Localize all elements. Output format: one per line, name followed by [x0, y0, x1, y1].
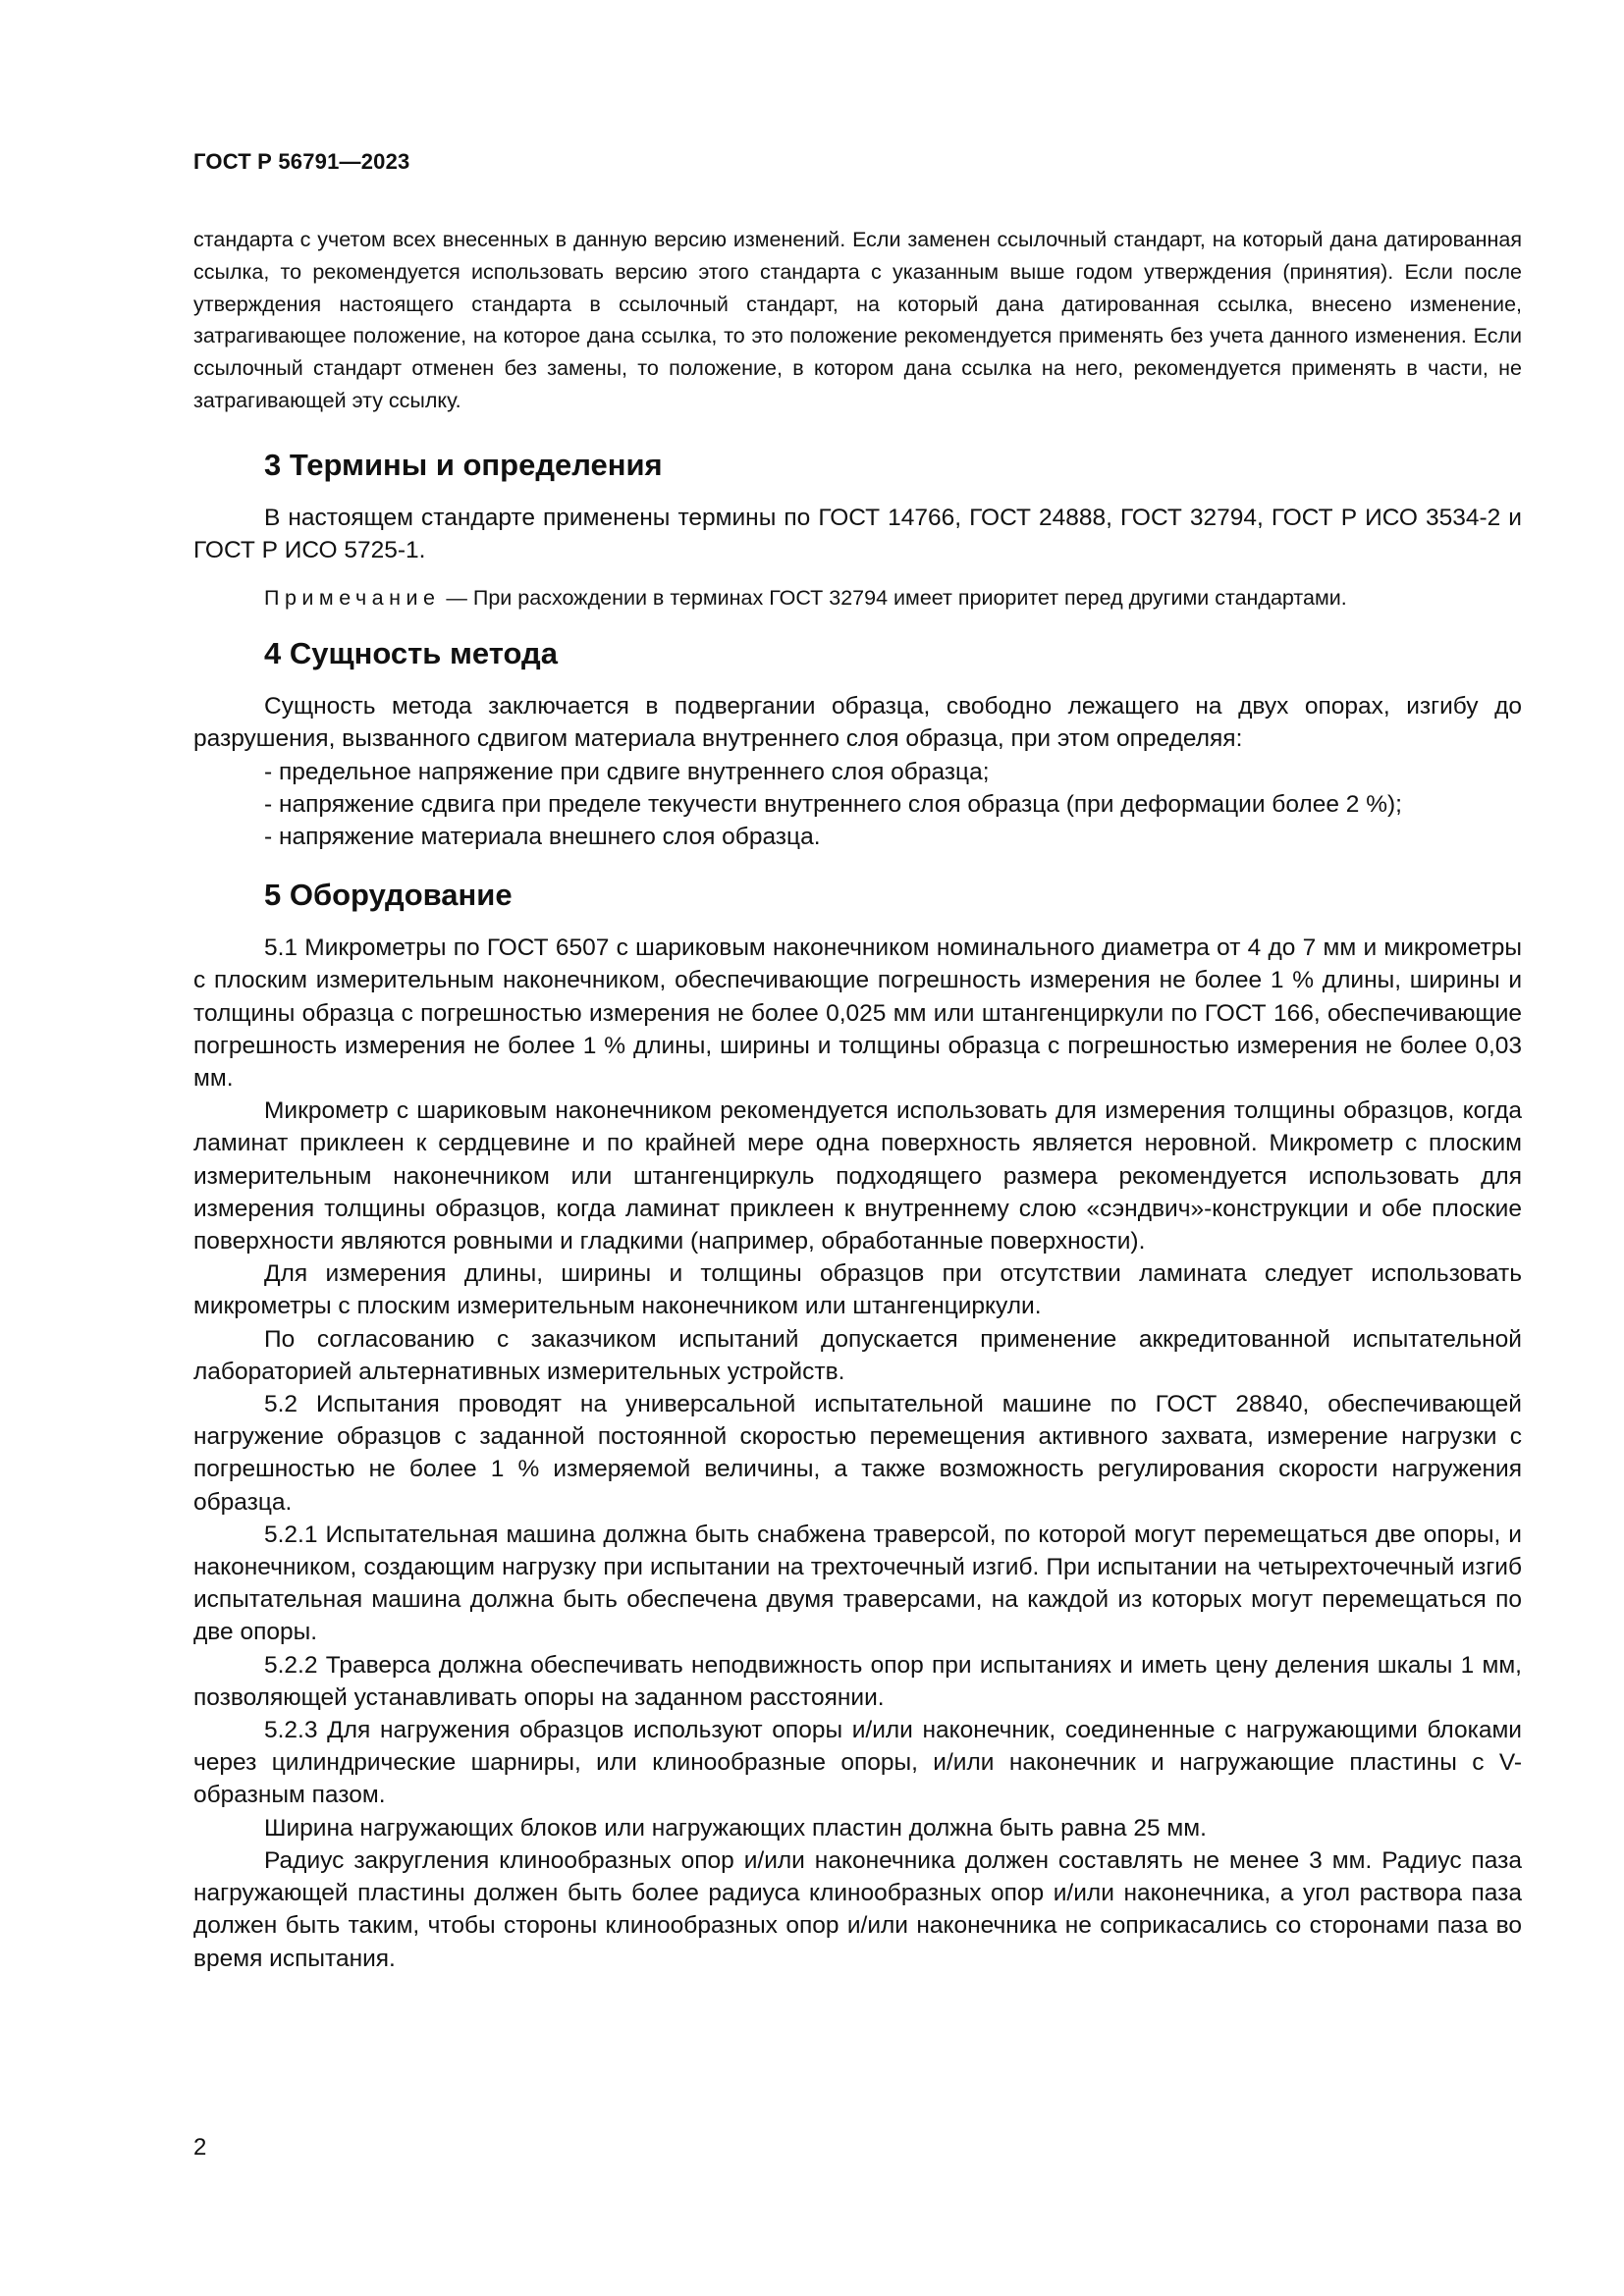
section-5-paragraph: Радиус закругления клинообразных опор и/или наконечника должен составлять не менее 3 мм. Радиус паза нагружающей пластины должен быть более радиуса клинообразных опор и/или наконечника, а угол раствора паза должен быть таким, чтобы стороны клинообразных опор и/или наконечника не соприкасались со сторонами паза во время испытания. [193, 1846, 1522, 1972]
section-5-paragraph: По согласованию с заказчиком испытаний допускается применение аккредитованной испытательной лабораторией альтернативных измерительных устройств. [193, 1325, 1522, 1385]
section-5-paragraph: Микрометр с шариковым наконечником рекомендуется использовать для измерения толщины образцов, когда ламинат приклеен к сердцевине и по крайней мере одна поверхность является неровной. Микрометр с плоским измерительным наконечником или штангенциркуль подходящего размера рекомендуется использовать для измерения толщины образцов, когда ламинат приклеен к внутреннему слою «сэндвич»-конструкции и обе плоские поверхности являются ровными и гладкими (например, обработанные поверхности). [193, 1097, 1522, 1255]
document-body [193, 224, 1522, 1975]
section-5-paragraph: 5.2.1 Испытательная машина должна быть снабжена траверсой, по которой могут перемещаться две опоры, и наконечником, создающим нагрузку при испытании на трехточечный изгиб. При испытании на четырехточечный изгиб испытательная машина должна быть обеспечена двумя траверсами, на каждой из которых могут перемещаться по две опоры. [193, 1521, 1522, 1646]
section-5-heading: 5 Оборудование [264, 878, 513, 913]
section-5-paragraph: Ширина нагружающих блоков или нагружающих пластин должна быть равна 25 мм. [264, 1814, 1207, 1842]
section-3-note [193, 582, 1522, 614]
note-label: Примечание [264, 586, 441, 611]
section-5-paragraph: 5.1 Микрометры по ГОСТ 6507 с шариковым наконечником номинального диаметра от 4 до 7 мм и микрометры с плоским измерительным наконечником, обеспечивающие погрешность измерения не более 1 % длины, ширины и толщины образца с погрешностью измерения не более 0,025 мм или штангенциркули по ГОСТ 166, обеспечивающие погрешность измерения не более 1 % длины, ширины и толщины образца с погрешностью измерения не более 0,03 мм. [193, 934, 1522, 1093]
intro-paragraph: стандарта с учетом всех внесенных в данную версию изменений. Если заменен ссылочный стандарт, на который дана датированная ссылка, то рекомендуется использовать версию этого стандарта с указанным выше годом утверждения (принятия). Если после утверждения настоящего стандарта в ссылочный стандарт, на который дана датированная ссылка, внесено изменение, затрагивающее положение, на которое дана ссылка, то это положение рекомендуется применять без учета данного изменения. Если ссылочный стандарт отменен без замены, то положение, в котором дана ссылка на него, рекомендуется применять в части, не затрагивающей эту ссылку. [193, 228, 1522, 412]
section-5-paragraph: 5.2 Испытания проводят на универсальной испытательной машине по ГОСТ 28840, обеспечивающей нагружение образцов с заданной постоянной скоростью перемещения активного захвата, измерение нагрузки с погрешностью не более 1 % измеряемой величины, а также возможность регулирования скорости нагружения образца. [193, 1391, 1522, 1516]
list-item: - предельное напряжение при сдвиге внутреннего слоя образца; [264, 758, 990, 785]
section-4-heading: 4 Сущность метода [264, 636, 558, 671]
note-text: — При расхождении в терминах ГОСТ 32794 имеет приоритет перед другими стандартами. [440, 586, 1347, 611]
section-4-paragraph: Сущность метода заключается в подвергании образца, свободно лежащего на двух опорах, изгибу до разрушения, вызванного сдвигом материала внутреннего слоя образца, при этом определяя: [193, 693, 1522, 753]
section-5-paragraph: 5.2.2 Траверса должна обеспечивать неподвижность опор при испытаниях и иметь цену деления шкалы 1 мм, позволяющей устанавливать опоры на заданном расстоянии. [193, 1651, 1522, 1711]
section-5-paragraph: Для измерения длины, ширины и толщины образцов при отсутствии ламината следует использовать микрометры с плоским измерительным наконечником или штангенциркули. [193, 1260, 1522, 1320]
list-item: - напряжение сдвига при пределе текучести внутреннего слоя образца (при деформации более 2 %); [264, 790, 1402, 818]
list-item: - напряжение материала внешнего слоя образца. [264, 824, 821, 850]
section-5-paragraph: 5.2.3 Для нагружения образцов используют опоры и/или наконечник, соединенные с нагружающими блоками через цилиндрические шарниры, или клинообразные опоры, и/или наконечник и нагружающие пластины с V-образным пазом. [193, 1717, 1522, 1809]
section-3-heading: 3 Термины и определения [264, 447, 663, 482]
document-header: ГОСТ Р 56791—2023 [193, 149, 410, 174]
section-3-paragraph: В настоящем стандарте применены термины по ГОСТ 14766, ГОСТ 24888, ГОСТ 32794, ГОСТ Р ИСО 3534-2 и ГОСТ Р ИСО 5725-1. [193, 504, 1522, 563]
page-number: 2 [193, 2134, 207, 2161]
